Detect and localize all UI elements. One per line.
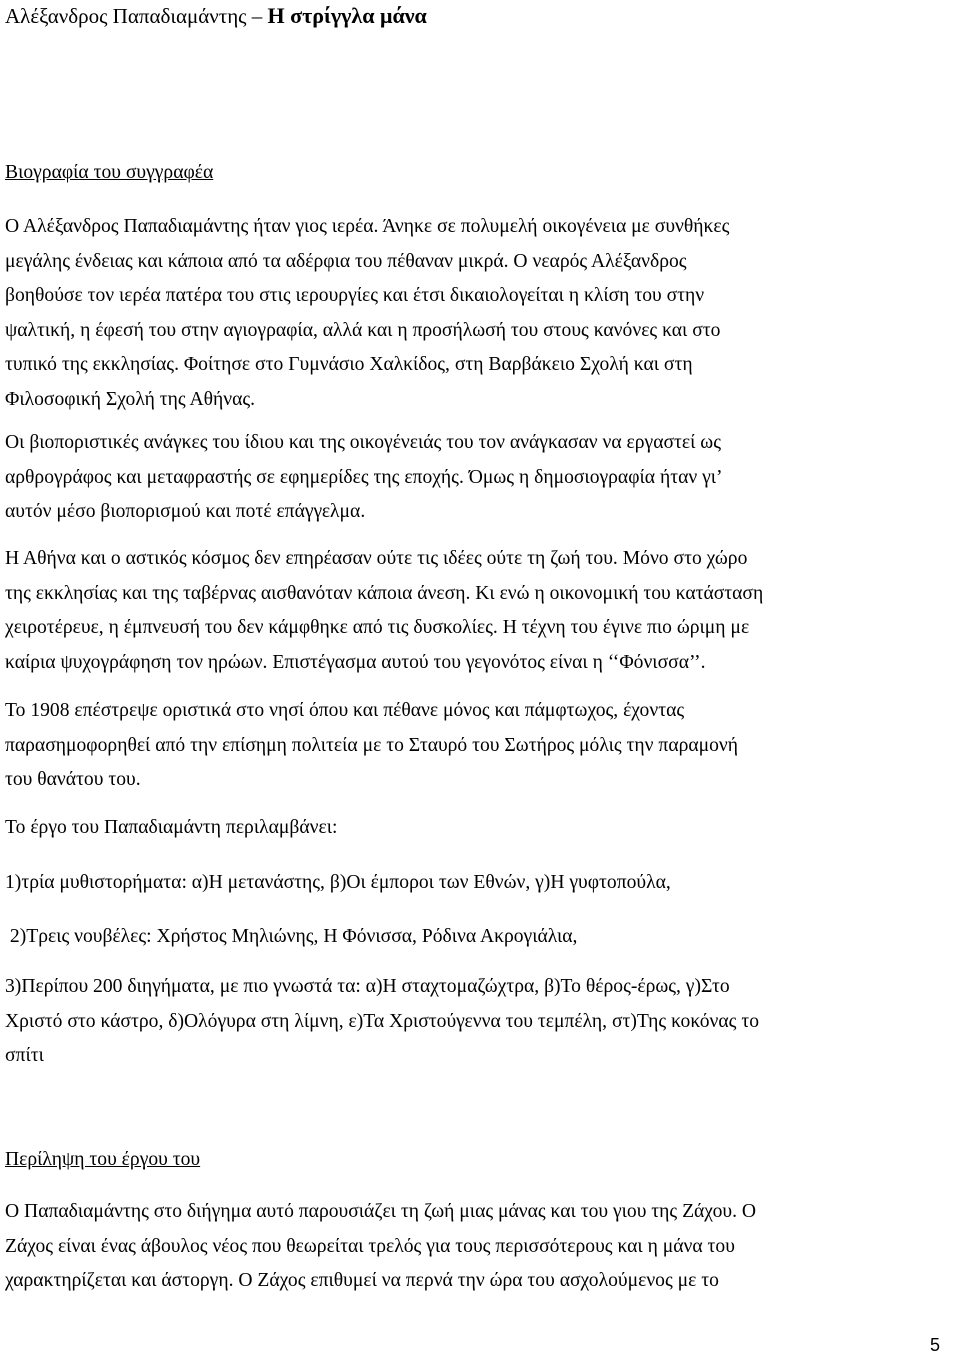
text-line: βοηθούσε τον ιερέα πατέρα του στις ιερουργίες και έτσι δικαιολογείται η κλίση του στην [5,285,705,306]
text-line: Ο Αλέξανδρος Παπαδιαμάντης ήταν γιος ιερέα. Άνηκε σε πολυμελή οικογένεια με συνθήκες [5,216,730,237]
text-line: καίρια ψυχογράφηση τον ηρώων. Επιστέγασμα αυτού του γεγονότος είναι η ‘‘Φόνισσα’’. [5,651,706,673]
text-line: χειροτέρευε, η έμπνευσή του δεν κάμφθηκε από τις δυσκολίες. Η τέχνη του έγινε πιο ώριμη με [5,617,750,638]
summary-heading: Περίληψη του έργου του [5,1149,201,1170]
text-line: αρθρογράφος και μεταφραστής σε εφημερίδες της εποχής. Όμως η δημοσιογραφία ήταν γι’ [5,466,723,488]
text-line: 2)Τρεις νουβέλες: Χρήστος Μηλιώνης, Η Φόνισσα, Ρόδινα Ακρογιάλια, [5,926,578,947]
text-line: Χριστό στο κάστρο, δ)Ολόγυρα στη λίμνη, ε)Τα Χριστούγεννα του τεμπέλη, στ)Της κοκόνας το [5,1010,760,1032]
header-author: Αλέξανδρος Παπαδιαμάντης – [5,4,268,28]
text-line: Το 1908 επέστρεψε οριστικά στο νησί όπου και πέθανε μόνος και πάμφτωχος, έχοντας [5,700,685,721]
works-short-stories [5,970,957,1074]
text-line: ψαλτική, η έφεσή του στην αγιογραφία, αλλά και η προσήλωσή του στους κανόνες και στο [5,319,721,341]
page-number: 5 [929,1335,940,1355]
biography-paragraph-1 [5,210,957,417]
text-line: τυπικό της εκκλησίας. Φοίτησε στο Γυμνάσιο Χαλκίδος, στη Βαρβάκειο Σχολή και στη [5,354,693,375]
text-line: Ζάχος είναι ένας άβουλος νέος που θεωρείται τρελός για τους περισσότερους και η μάνα του [5,1235,735,1257]
text-line: χαρακτηρίζεται και άστοργη. Ο Ζάχος επιθυμεί να περνά την ώρα του ασχολούμενος με το [5,1270,719,1291]
text-line: Οι βιοποριστικές ανάγκες του ίδιου και της οικογένειάς του τον ανάγκασαν να εργαστεί ως [5,432,721,453]
summary-paragraph-1 [5,1195,957,1299]
text-line: 1)τρία μυθιστορήματα: α)Η μετανάστης, β)Οι έμποροι των Εθνών, γ)Η γυφτοπούλα, [5,872,671,893]
text-line: Η Αθήνα και ο αστικός κόσμος δεν επηρέασαν ούτε τις ιδέες ούτε τη ζωή του. Μόνο στο χώρο [5,548,748,569]
text-line: 3)Περίπου 200 διηγήματα, με πιο γνωστά τα: α)Η σταχτομαζώχτρα, β)Το θέρος-έρως, γ)Στο [5,976,730,997]
biography-heading: Βιογραφία του συγγραφέα [5,162,214,183]
biography-paragraph-4 [5,694,957,798]
works-intro [5,811,957,846]
text-line: αυτόν μέσο βιοπορισμού και ποτέ επάγγελμα. [5,501,366,522]
works-novellas [5,920,957,955]
biography-paragraph-3 [5,542,957,680]
text-line: Το έργο του Παπαδιαμάντη περιλαμβάνει: [5,817,338,838]
text-line: σπίτι [5,1045,44,1066]
document-header [5,2,427,30]
text-line: του θανάτου του. [5,769,141,790]
text-line: παρασημοφορηθεί από την επίσημη πολιτεία με το Σταυρό του Σωτήρος μόλις την παραμονή [5,734,739,756]
biography-paragraph-2 [5,426,957,530]
header-title: Η στρίγγλα μάνα [267,3,427,28]
text-line: της εκκλησίας και της ταβέρνας αισθανόταν κάποια άνεση. Κι ενώ η οικονομική του κατάσταση [5,582,764,604]
text-line: Φιλοσοφική Σχολή της Αθήνας. [5,388,256,410]
works-novels [5,866,957,901]
text-line: μεγάλης ένδειας και κάποια από τα αδέρφια του πέθαναν μικρά. Ο νεαρός Αλέξανδρος [5,250,687,272]
text-line: Ο Παπαδιαμάντης στο διήγημα αυτό παρουσιάζει τη ζωή μιας μάνας και του γιου της Ζάχου. Ο [5,1201,757,1222]
